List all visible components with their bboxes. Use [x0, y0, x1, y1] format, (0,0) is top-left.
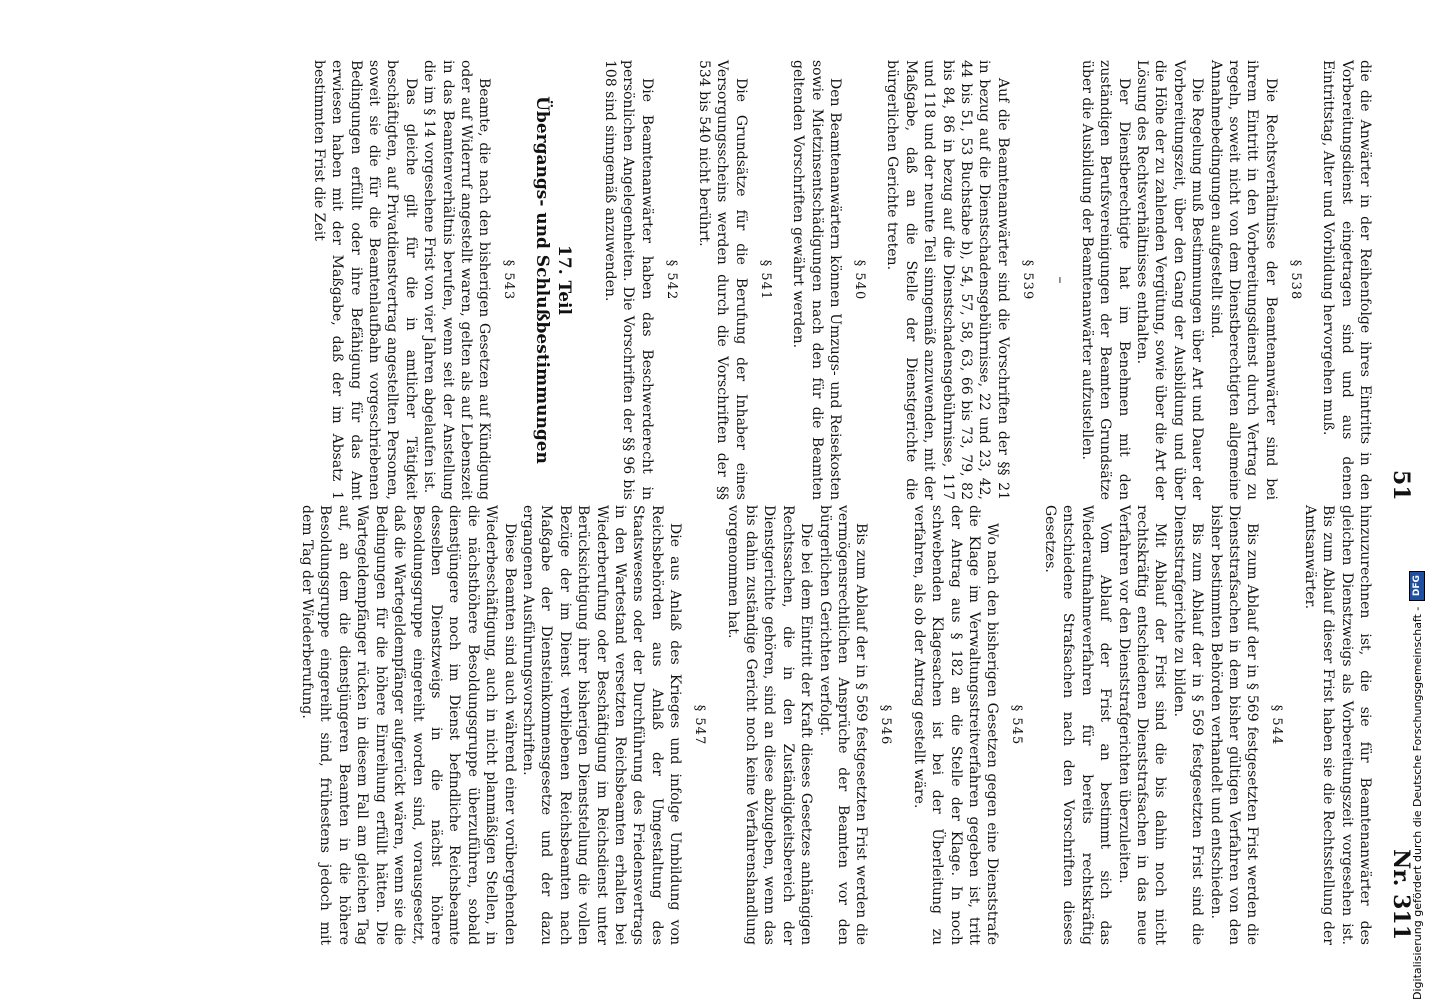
paragraph: Die Rechtsverhältnisse der Beamtenanwärter sind bei ihrem Eintritt in den Vorbereitungsdienst durch Vertrag zu regeln, soweit nicht von dem Dienstberechtigten allgemeine Annahmebedingungen aufgestellt sind.	[1207, 60, 1279, 500]
section-heading: § 539	[1019, 259, 1035, 301]
paragraph: Wo nach den bisherigen Gesetzen gegen eine Dienststrafe die Klage im Verwaltungsstreitverfahren gegeben ist, tritt der Antrag aus § 182 an die Stelle der Klage. In noch schwebenden Klagesachen ist bei der Überleitung zu verfahren, als ob der Antrag gestellt wäre.	[910, 505, 1001, 945]
paragraph: Das gleiche gilt für die in amtlicher Tätigkeit beschäftigten, auf Privatdienstvertrag angestellten Personen, soweit sie die für die Beamtenlaufbahn vorgeschriebenen Bedingungen erfüllt oder ihre Befähigung für das Amt erwiesen haben mit der Maßgabe, daß der im Absatz 1 bestimmten Frist die Zeit	[310, 60, 419, 500]
paragraph: hinzuzurechnen ist, die sie für Beamtenanwärter des gleichen Dienstzweigs als Vorbereitungszeit vorgesehen ist. Bis zum Ablauf dieser Frist haben sie die Rechtsstellung der Amtsanwärter.	[1301, 505, 1373, 945]
credit-text: Digitalisierung gefördert durch die Deutsche Forschungsgemeinschaft -	[1410, 606, 1424, 1000]
issue-number: Nr. 311	[1388, 849, 1414, 940]
paragraph: Bis zum Ablauf der in § 569 festgesetzten Frist werden die vermögensrechtlichen Ansprüche der Beamten vor den bürgerlichen Gerichten verfolgt.	[816, 505, 870, 945]
separator-dash: –	[1052, 276, 1069, 284]
section-heading: § 538	[1287, 259, 1303, 301]
paragraph: Bis zum Ablauf der in § 569 festgesetzten Frist sind die Dienststrafgerichte zu bilden.	[1170, 505, 1206, 945]
paragraph: Auf die Beamtenanwärter sind die Vorschriften der §§ 21 in bezug auf die Dienstschadensgebührnisse, 22 und 23, 42, 44 bis 51, 53 Buchstabe b), 54, 57, 58, 63, 66 bis 73, 79, 82 bis 84, 86 in bezug auf die Dienstschadensgebührnisse, 117 und 118 und der neunte Teil sinngemäß anzuwenden, mit der Maßgabe, daß an die Stelle der Dienstgerichte die bürgerlichen Gerichte treten.	[884, 60, 1011, 500]
paragraph: Die Grundsätze für die Berufung der Inhaber eines Versorgungsscheins werden durch die Vorschriften der §§ 534 bis 540 nicht berührt.	[696, 60, 749, 500]
section-heading: § 547	[692, 704, 708, 746]
section-heading: § 545	[1009, 704, 1025, 746]
paragraph: Vom Ablauf der Frist an bestimmt sich das Wiederaufnahmeverfahren für bereits rechtskräftig entschiedene Strafsachen nach den Vorschriften dieses Gesetzes.	[1041, 505, 1114, 945]
part-title: Übergangs- und Schlußbestimmungen	[532, 96, 553, 464]
paragraph: Der Dienstberechtigte hat im Benehmen mit den zuständigen Berufsvereinigungen der Beamten Grundsätze über die Ausbildung der Beamtenanwärter aufzustellen.	[1078, 60, 1132, 500]
paragraph: Bis zum Ablauf der in § 569 festgesetzten Frist werden die Dienststrafsachen in dem bisher gültigen Verfahren von den bisher bestimmten Behörden verhandelt und entschieden.	[1207, 505, 1261, 945]
paragraph: die die Anwärter in der Reihenfolge ihres Eintritts in den Vorbereitungsdienst eingetragen sind und aus denen Eintrittstag, Alter und Vorbildung hervorgehen muß.	[1320, 60, 1373, 500]
paragraph: Beamte, die nach den bisherigen Gesetzen auf Kündigung oder auf Widerruf angestellt waren, gelten als auf Lebenszeit in das Beamtenverhältnis berufen, wenn seit der Anstellung die im § 14 vorgesehene Frist von vier Jahren abgelaufen ist.	[421, 60, 493, 500]
section-heading: § 546	[878, 704, 894, 746]
section-heading: § 544	[1269, 704, 1285, 746]
section-heading: § 541	[757, 259, 773, 301]
page-number: 51	[1388, 470, 1414, 501]
paragraph: Die Regelung muß Bestimmungen über Art und Dauer der Vorbereitungszeit, über den Gang der Ausbildung und über die Höhe der zu zahlenden Vergütung, sowie über die Art der Lösung des Rechtsverhältnisses enthalten.	[1133, 60, 1206, 500]
right-column	[298, 505, 1374, 945]
part-number: 17. Teil	[554, 245, 575, 315]
left-column	[309, 60, 1374, 500]
section-heading: § 543	[501, 259, 517, 301]
paragraph: Die bei dem Eintritt der Kraft dieses Gesetzes anhängigen Rechtssachen, die in den Zuständigkeitsbereich der Dienstgerichte gehören, sind an diese abzugeben, wenn das bis dahin zuständige Gericht noch keine Verfahrenshandlung vorgenommen hat.	[724, 505, 815, 945]
paragraph: Die aus Anlaß des Krieges und infolge Umbildung von Reichsbehörden aus Anlaß der Umgestaltung des Staatswesens oder der Durchführung des Friedensvertrags in den Wartestand versetzten Reichsbeamten erhalten bei Wiederberufung oder Beschäftigung im Reichsdienst unter Berücksichtigung ihrer bisherigen Dienststellung die vollen Bezüge der im Dienst verbliebenen Reichsbeamten nach Maßgabe der Diensteinkommensgesetze und der dazu ergangenen Ausführungsvorschriften.	[519, 505, 684, 945]
section-heading: § 542	[663, 259, 679, 301]
paragraph: Die Beamtenanwärter haben das Beschwerderecht in persönlichen Angelegenheiten. Die Vorschriften der §§ 96 bis 108 sind sinngemäß anzuwenden.	[601, 60, 655, 500]
paragraph: Mit Ablauf der Frist sind die bis dahin noch nicht rechtskräftig entschiedenen Dienststrafsachen in das neue Verfahren vor den Dienststrafgerichten überzuleiten.	[1115, 505, 1169, 945]
digitization-credit	[1402, 0, 1432, 1000]
section-heading: § 540	[852, 259, 868, 301]
dfg-logo-icon: DFG	[1409, 571, 1425, 601]
paragraph: Diese Beamten sind auch während einer vorübergehenden Wiederbeschäftigung, auch in nicht planmäßigen Stellen, in die nächsthöhere Besoldungsgruppe überzuführen, sobald dienstjüngere noch im Dienst befindliche Reichsbeamte desselben Dienstzweigs in die nächst höhere Besoldungsgruppe eingereiht worden sind, vorausgesetzt, daß die Wartegeldempfänger aufgerückt wären, wenn sie die Bedingungen für die höhere Einreihung erfüllt hätten. Die Wartegeldempfänger rücken in diesem Fall am gleichen Tag auf, an dem die dienstjüngeren Beamten in die höhere Besoldungsgruppe eingereiht sind, frühestens jedoch mit dem Tag der Wiederberufung.	[299, 505, 518, 945]
paragraph: Den Beamtenanwärtern können Umzugs- und Reisekosten sowie Mietzinsentschädigungen nach den für die Beamten geltenden Vorschriften gewährt werden.	[790, 60, 844, 500]
